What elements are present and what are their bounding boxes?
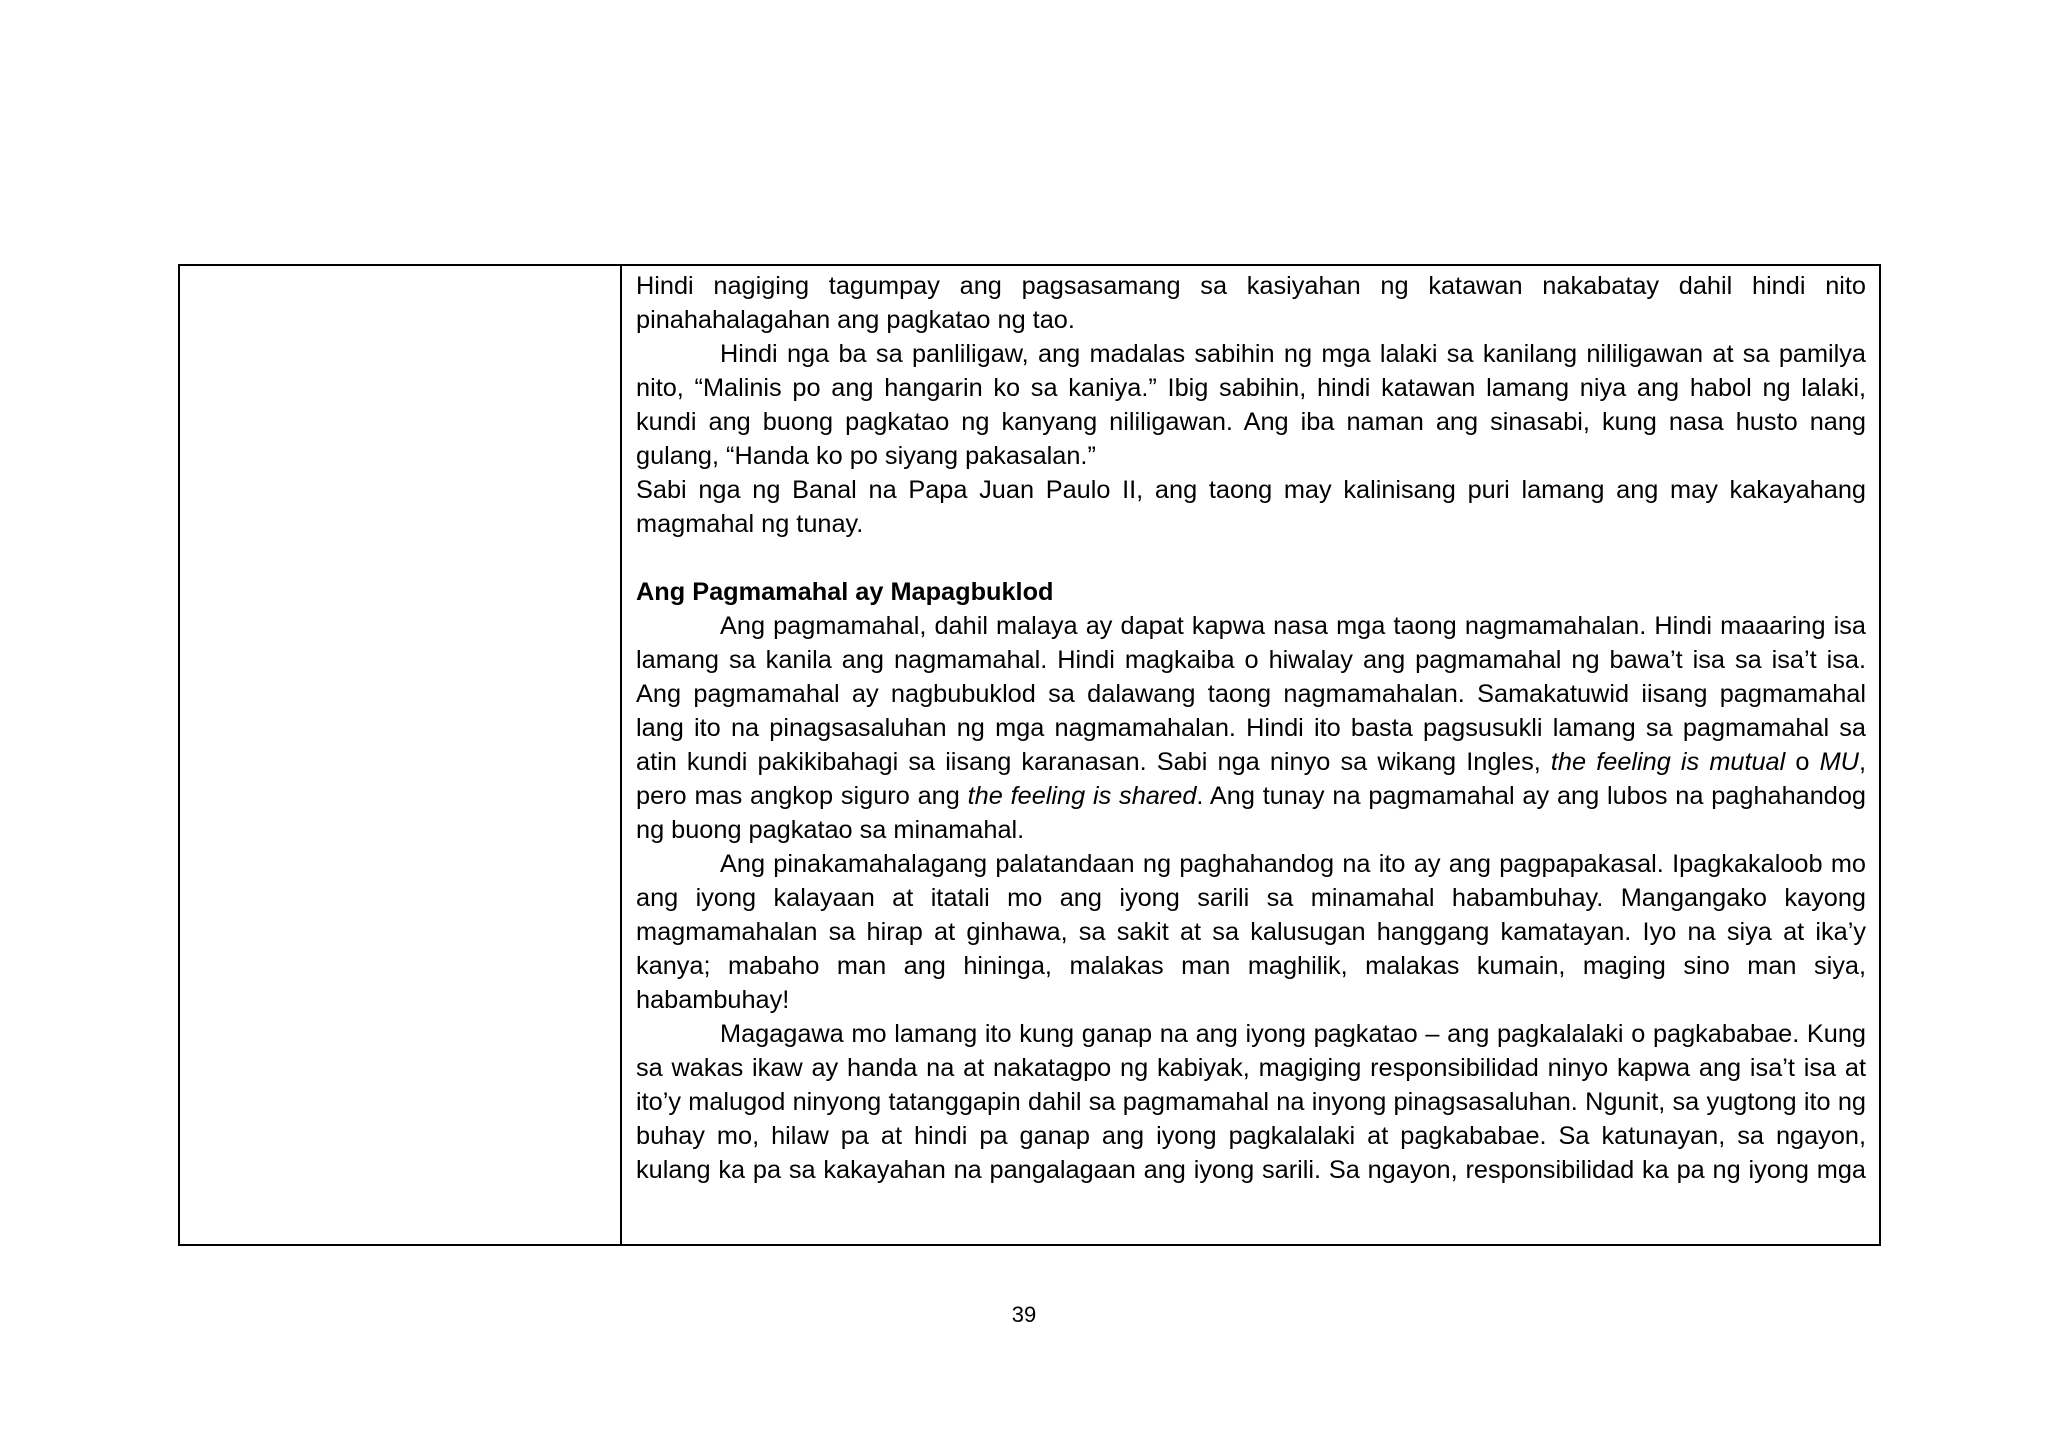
page-number: 39 <box>1011 1302 1037 1327</box>
paragraph-1: Hindi nagiging tagumpay ang pagsasamang sa kasiyahan ng katawan nakabatay dahil hindi nito pinahahalagahan ang pagkatao ng tao. <box>636 272 1866 334</box>
paragraph-5: Ang pinakamahalagang palatandaan ng paghahandog na ito ay ang pagpapakasal. Ipagkakaloob mo ang iyong kalayaan at itatali mo ang iyong sarili sa minamahal habambuhay. Mangangako kayong magmamahalan sa hirap at ginhawa, sa sakit at sa kalusugan hanggang kamatayan. Iyo na siya at ika’y kanya; mabaho man ang hininga, malakas man maghilik, malakas kumain, maging sino man siya, habambuhay! <box>636 850 1866 1014</box>
left-column-cell <box>180 266 622 1244</box>
paragraph-4-italic-1: the feeling is mutual <box>1550 748 1786 776</box>
paragraph-6: Magagawa mo lamang ito kung ganap na ang iyong pagkatao – ang pagkalalaki o pagkababae. Kung sa wakas ikaw ay handa na at nakatagpo ng kabiyak, magiging responsibilidad ninyo kapwa ang isa’t isa at ito’y malugod ninyong tatanggapin dahil sa pagmamahal na inyong pinagsasaluhan. Ngunit, sa yugtong ito ng buhay mo, hilaw pa at hindi pa ganap ang iyong pagkalalaki at pagkababae. Sa katunayan, sa ngayon, kulang ka pa sa kakayahan na pangalagaan ang iyong sarili. Sa ngayon, responsibilidad ka pa ng iyong mga <box>636 1020 1866 1184</box>
paragraph-4-text-a: Ang pagmamahal, dahil malaya ay dapat kapwa nasa mga taong nagmamahalan. Hindi maaaring isa lamang sa kanila ang nagmamahal. Hindi magkaiba o hiwalay ang pagmamahal ng bawa’t isa sa isa’t isa. Ang pagmamahal ay nagbubuklod sa dalawang taong nagmamahalan. Samakatuwid iisang pagmamahal lang ito na pinagsasaluhan ng mga nagmamahalan. Hindi ito basta pagsusukli lamang sa pagmamahal sa atin kundi pakikibahagi sa iisang karanasan. Sabi nga ninyo sa wikang Ingles, <box>636 612 1866 776</box>
right-column-cell <box>622 266 1879 1244</box>
paragraph-spacer <box>636 541 1866 575</box>
paragraph-3: Sabi nga ng Banal na Papa Juan Paulo II, ang taong may kalinisang puri lamang ang may kakayahang magmahal ng tunay. <box>636 476 1866 538</box>
paragraph-4-text-d: . Ang tunay na pagmamahal ay ang lubos na paghahandog ng buong pagkatao sa minamahal. <box>636 782 1866 844</box>
paragraph-4-italic-2: MU <box>1819 748 1859 776</box>
paragraph-2: Hindi nga ba sa panliligaw, ang madalas sabihin ng mga lalaki sa kanilang nililigawan at sa pamilya nito, “Malinis po ang hangarin ko sa kaniya.” Ibig sabihin, hindi katawan lamang niya ang habol ng lalaki, kundi ang buong pagkatao ng kanyang nililigawan. Ang iba naman ang sinasabi, kung nasa husto nang gulang, “Handa ko po siyang pakasalan.” <box>636 340 1866 470</box>
paragraph-4-text-c: , pero mas angkop siguro ang <box>636 748 1866 810</box>
content-table <box>178 264 1881 1246</box>
paragraph-4 <box>636 609 1866 847</box>
section-heading: Ang Pagmamahal ay Mapagbuklod <box>636 578 1054 606</box>
paragraph-4-text-b: o <box>1785 748 1820 776</box>
paragraph-4-italic-3: the feeling is shared <box>967 782 1197 810</box>
